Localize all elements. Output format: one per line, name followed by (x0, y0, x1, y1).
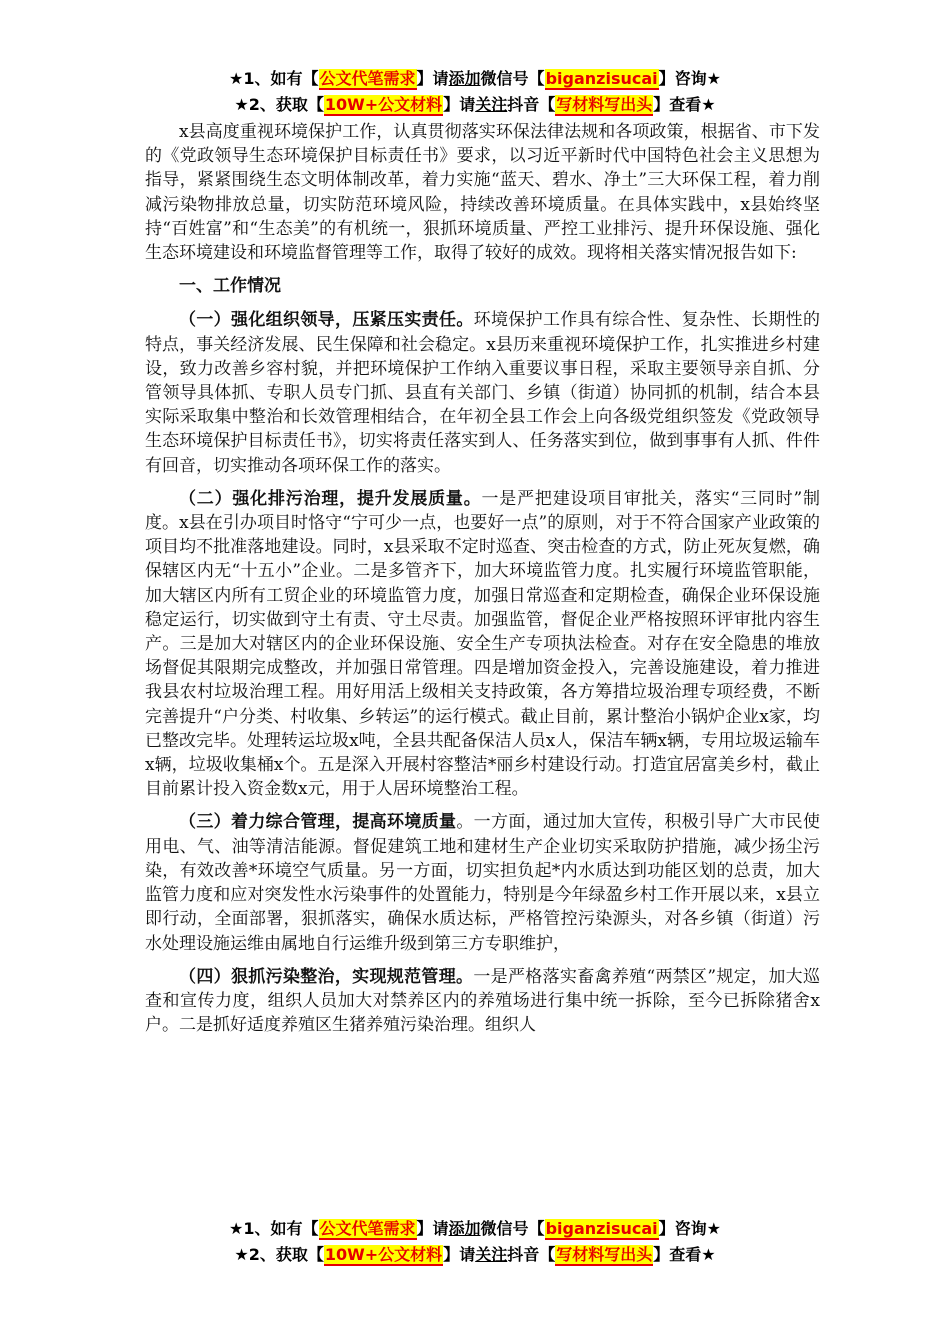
paragraph-body: 环境保护工作具有综合性、复杂性、长期性的特点，事关经济发展、民生保障和社会稳定。x县历来重视环境保护工作，扎实推进乡村建设，致力改善乡容村貌，并把环境保护工作纳入重要议事日程，采取主要领导亲自抓、分管领导具体抓、专职人员专门抓、县直有关部门、乡镇（街道）协同抓的机制，结合本县实际采取集中整治和长效管理相结合，在年初全县工作会上向各级党组织签发《党政领导生态环境保护目标责任书》，切实将责任落实到人、任务落实到位，做到事事有人抓、件件有回音，切实推动各项环保工作的落实。 (145, 310, 821, 476)
banner-text: 】查看★ (653, 1245, 716, 1264)
banner-line-1 (0, 1216, 950, 1242)
banner-text: 】请 (416, 69, 449, 88)
banner-text: 微信号【 (480, 1219, 545, 1238)
banner-line-2 (0, 1242, 950, 1268)
section-heading: 一、工作情况 (179, 276, 281, 297)
bottom-banner (0, 1216, 950, 1268)
banner-emphasis: 添加 (448, 69, 481, 88)
banner-text: ★2、获取【 (234, 95, 324, 114)
banner-highlight: 公文代笔需求 (319, 69, 416, 88)
banner-highlight: 公文代笔需求 (319, 1219, 416, 1238)
banner-highlight: 写材料写出头 (556, 95, 653, 114)
banner-text: 】请 (416, 1219, 449, 1238)
banner-highlight: biganzisucai (545, 69, 658, 88)
banner-text: ★2、获取【 (234, 1245, 324, 1264)
paragraph-heading: （三）着力综合管理，提高环境质量 (179, 812, 457, 833)
banner-line-2 (0, 92, 950, 118)
top-banner (0, 66, 950, 118)
paragraph-body: 一是严把建设项目审批关，落实“三同时”制度。x县在引办项目时恪守“宁可少一点，也要好一点”的原则，对于不符合国家产业政策的项目均不批准落地建设。同时，x县采取不定时巡查、突击检查的方式，防止死灰复燃，确保辖区内无“十五小”企业。二是多管齐下，加大环境监管力度。扎实履行环境监管职能，加大辖区内所有工贸企业的环境监管力度，加强日常巡查和定期检查，确保企业环保设施稳定运行，切实做到守土有责、守土尽责。加强监管，督促企业严格按照环评审批内容生产。三是加大对辖区内的企业环保设施、安全生产专项执法检查。对存在安全隐患的堆放场督促其限期完成整改，并加强日常管理。四是增加资金投入，完善设施建设，着力推进我县农村垃圾治理工程。用好用活上级相关支持政策，各方筹措垃圾治理专项经费，不断完善提升“户分类、村收集、乡转运”的运行模式。截止目前，累计整治小锅炉企业x家，均已整改完毕。处理转运垃圾x吨，全县共配备保洁人员x人，保洁车辆x辆，专用垃圾运输车x辆，垃圾收集桶x个。五是深入开展村容整洁*丽乡村建设行动。打造宜居富美乡村，截止目前累计投入资金数x元，用于人居环境整治工程。 (145, 488, 820, 800)
banner-text: 抖音【 (507, 1245, 556, 1264)
banner-highlight: 写材料写出头 (556, 1245, 653, 1264)
banner-text: 】咨询★ (658, 69, 721, 88)
paragraph-1 (145, 308, 820, 477)
banner-text: ★1、如有【 (229, 69, 319, 88)
banner-highlight: biganzisucai (545, 1219, 658, 1238)
paragraph-heading: （一）强化组织领导，压紧压实责任。 (179, 310, 474, 331)
paragraph-body: 。一方面，通过加大宣传，积极引导广大市民使用电、气、油等清洁能源。督促建筑工地和建材生产企业切实采取防护措施，减少扬尘污染，有效改善*环境空气质量。另一方面，切实担负起*内水质达到功能区划的总责，加大监管力度和应对突发性水污染事件的处置能力，特别是今年绿盈乡村工作开展以来，x县立即行动，全面部署，狠抓落实，确保水质达标，严格管控污染源头，对各乡镇（街道）污水处理设施运维由属地自行运维升级到第三方专职维护， (145, 812, 821, 954)
banner-text: ★1、如有【 (229, 1219, 319, 1238)
banner-text: 抖音【 (507, 95, 556, 114)
banner-text: 微信号【 (480, 69, 545, 88)
banner-line-1 (0, 66, 950, 92)
document-body (145, 120, 820, 1046)
paragraph-heading: （四）狠抓污染整治，实现规范管理。 (179, 966, 474, 987)
banner-text: 】请 (443, 1245, 476, 1264)
paragraph-4 (145, 965, 820, 1038)
paragraph-2 (145, 487, 820, 802)
banner-emphasis: 关注 (475, 95, 508, 114)
banner-emphasis: 添加 (448, 1219, 481, 1238)
banner-highlight: 10W+公文材料 (324, 1245, 443, 1264)
paragraph-3 (145, 810, 820, 955)
banner-emphasis: 关注 (475, 1245, 508, 1264)
paragraph-body: 一是严格落实畜禽养殖“两禁区”规定，加大巡查和宣传力度，组织人员加大对禁养区内的养殖场进行集中统一拆除，至今已拆除猪舍x户。二是抓好适度养殖区生猪养殖污染治理。组织人 (145, 966, 821, 1036)
banner-text: 】查看★ (653, 95, 716, 114)
intro-paragraph: x县高度重视环境保护工作，认真贯彻落实环保法律法规和各项政策，根据省、市下发的《党政领导生态环境保护目标责任书》要求，以习近平新时代中国特色社会主义思想为指导，紧紧围绕生态文明体制改革，着力实施“蓝天、碧水、净土”三大环保工程，着力削减污染物排放总量，切实防范环境风险，持续改善环境质量。在具体实践中，x县始终坚持“百姓富”和“生态美”的有机统一，狠抓环境质量、严控工业排污、提升环保设施、强化生态环境建设和环境监督管理等工作，取得了较好的成效。现将相关落实情况报告如下: (145, 122, 820, 264)
banner-highlight: 10W+公文材料 (324, 95, 443, 114)
paragraph-heading: （二）强化排污治理，提升发展质量。 (179, 488, 482, 509)
banner-text: 】请 (443, 95, 476, 114)
banner-text: 】咨询★ (658, 1219, 721, 1238)
